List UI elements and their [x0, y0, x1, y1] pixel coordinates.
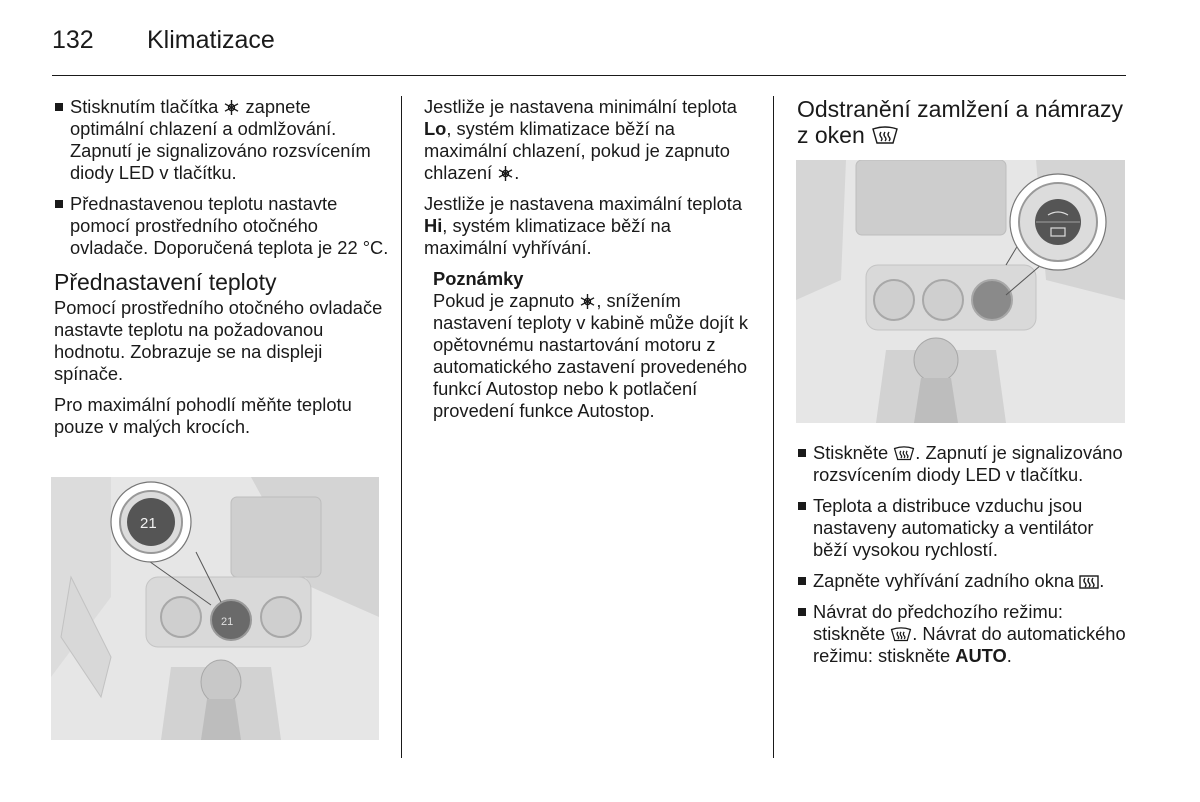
- figure-temperature-knob: [51, 477, 379, 740]
- note-title: Poznámky: [433, 268, 524, 289]
- section-title-temperature: Přednastavení teploty: [54, 269, 277, 295]
- column-divider-left: [401, 96, 402, 758]
- column-3-bullets: [797, 442, 1132, 676]
- windscreen-defrost-icon: [893, 446, 915, 462]
- figure-defrost-control: [796, 160, 1125, 423]
- header-rule: [52, 75, 1126, 76]
- section-title-defrost: Odstranění zamlžení a námrazy z oken: [797, 96, 1123, 148]
- paragraph-min-temperature: Jestliže je nastavena minimální teplota Lo, systém klimatizace běží na maximální chlazení, pokud je zapnuto chlazení .: [424, 96, 737, 183]
- knob-display: 21: [140, 515, 157, 532]
- snowflake-icon: [223, 99, 240, 116]
- bullet-return-mode: Návrat do předchozího režimu: stiskněte . Návrat do automatického režimu: stiskněte AUTO.: [797, 601, 1132, 667]
- rear-window-heat-icon: [1079, 574, 1099, 590]
- bullet-press-defrost: Stiskněte . Zapnutí je signalizováno rozsvícením diody LED v tlačítku.: [797, 442, 1132, 486]
- paragraph-temperature-set: Pomocí prostředního otočného ovladače nastavte teplotu na požadovanou hodnotu. Zobrazuje se na displeji spínače.: [54, 297, 383, 384]
- column-2: [424, 96, 759, 431]
- bullet-auto-distribution: Teplota a distribuce vzduchu jsou nastaveny automaticky a ventilátor běží vysokou rychlostí.: [797, 495, 1132, 561]
- note-text: Pokud je zapnuto , snížením nastavení teploty v kabině může dojít k opětovnému nastartování motoru z automatického zastavení provedeného funkcí Autostop nebo k potlačení provedení funkce Autostop.: [433, 290, 749, 421]
- windscreen-defrost-icon: [890, 627, 912, 643]
- snowflake-icon: [579, 293, 596, 310]
- bullet-ac-button: Stisknutím tlačítka zapnete optimální chlazení a odmlžování. Zapnutí je signalizováno rozsvícením diody LED v tlačítku.: [54, 96, 389, 184]
- windscreen-defrost-icon: [871, 126, 899, 146]
- column-1: [54, 96, 389, 447]
- column-3: [797, 96, 1132, 150]
- knob-display-small: 21: [221, 616, 234, 628]
- bullet-rear-window-heat: Zapněte vyhřívání zadního okna .: [797, 570, 1132, 592]
- paragraph-comfort: Pro maximální pohodlí měňte teplotu pouze v malých krocích.: [54, 394, 352, 437]
- page-number: 132: [52, 26, 94, 54]
- bullet-preset-temperature: Přednastavenou teplotu nastavte pomocí prostředního otočného ovladače. Doporučená teplota je 22 °C.: [54, 193, 389, 259]
- page-title: Klimatizace: [147, 26, 275, 54]
- snowflake-icon: [497, 165, 514, 182]
- paragraph-max-temperature: Jestliže je nastavena maximální teplota Hi, systém klimatizace běží na maximální vyhřívání.: [424, 193, 743, 258]
- column-divider-right: [773, 96, 774, 758]
